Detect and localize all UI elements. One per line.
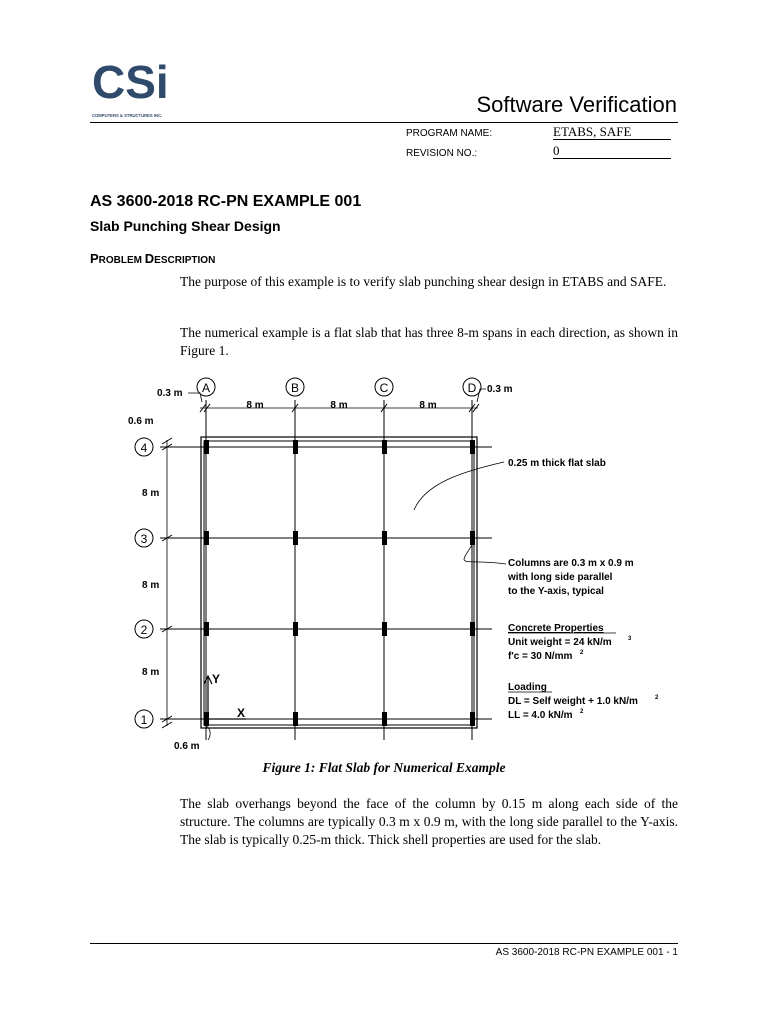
overhang-label-top: 0.6 m (128, 416, 154, 427)
footer-page-label: AS 3600-2018 RC-PN EXAMPLE 001 - 1 (495, 947, 678, 958)
column-note-line-2: with long side parallel (508, 572, 613, 583)
concrete-heading: Concrete Properties (508, 623, 604, 634)
span-label-43: 8 m (142, 488, 160, 499)
grid-label-a: A (201, 381, 211, 395)
x-axis-label: X (237, 706, 246, 720)
loading-dl-exp: 2 (655, 695, 659, 701)
section-heading-smallcaps: ROBLEM (98, 255, 145, 266)
column (204, 440, 209, 454)
edge-label-left: 0.3 m (157, 388, 183, 399)
loading-ll: LL = 4.0 kN/m (508, 710, 573, 721)
grid-label-4: 4 (140, 441, 148, 455)
column (293, 622, 298, 636)
columns (204, 440, 475, 726)
revision-value: 0 (553, 143, 671, 159)
column (470, 712, 475, 726)
concrete-fc-exp: 2 (580, 650, 584, 656)
paragraph-numerical-example: The numerical example is a flat slab that has three 8-m spans in each direction, as shown in Figure 1. (180, 325, 678, 358)
section-heading-initial-2: D (144, 251, 155, 266)
paragraph-purpose: The purpose of this example is to verify slab punching shear design in ETABS and SAFE. (180, 274, 667, 289)
concrete-fc: f'c = 30 N/mm (508, 651, 573, 662)
revision-label: REVISION NO.: (406, 148, 478, 159)
y-axis-label: Y (212, 672, 221, 686)
concrete-unit-weight: Unit weight = 24 kN/m (508, 637, 612, 648)
column-note-line-1: Columns are 0.3 m x 0.9 m (508, 558, 634, 569)
paragraph-overhang: The slab overhangs beyond the face of the column by 0.15 m along each side of the structure. The columns are typically 0.3 m x 0.9 m, with the long side parallel to the Y-axis. The slab is typically 0.25-m thick. Thick shell properties are used for the slab. (180, 796, 678, 847)
column (204, 622, 209, 636)
header-title: Software Verification (476, 92, 677, 117)
column (382, 622, 387, 636)
logo-tagline: COMPUTERS & STRUCTURES INC. (92, 113, 163, 118)
document-subtitle: Slab Punching Shear Design (90, 218, 281, 234)
program-name-label: PROGRAM NAME: (406, 128, 493, 139)
column-note-line-3: to the Y-axis, typical (508, 586, 604, 597)
column (382, 712, 387, 726)
edge-leader-left (188, 393, 202, 402)
column-note-leader (464, 542, 506, 564)
grid-label-c: C (379, 381, 389, 395)
program-name-value: ETABS, SAFE (553, 124, 671, 140)
span-label-32: 8 m (142, 580, 160, 591)
loading-heading: Loading (508, 682, 547, 693)
column (204, 531, 209, 545)
header-rule (90, 122, 678, 123)
slab-note-leader (414, 462, 504, 510)
span-label-bc: 8 m (330, 400, 348, 411)
column (293, 712, 298, 726)
span-label-ab: 8 m (246, 400, 264, 411)
footer-rule (90, 943, 678, 944)
logo-text: CSi (92, 56, 169, 108)
span-label-21: 8 m (142, 667, 160, 678)
slab-outline-inner (204, 441, 474, 725)
grid-label-1: 1 (140, 713, 148, 727)
section-heading (90, 251, 215, 266)
column (470, 440, 475, 454)
concrete-unit-weight-exp: 3 (628, 636, 632, 642)
slab-note: 0.25 m thick flat slab (508, 458, 606, 469)
column (382, 440, 387, 454)
flat-slab-figure (120, 372, 680, 762)
section-heading-initial: P (90, 251, 99, 266)
column (382, 531, 387, 545)
column (470, 531, 475, 545)
slab-outline-outer (201, 437, 477, 728)
grid-label-b: B (290, 381, 300, 395)
loading-dl: DL = Self weight + 1.0 kN/m (508, 696, 638, 707)
figure-caption: Figure 1: Flat Slab for Numerical Example (262, 760, 506, 775)
column (470, 622, 475, 636)
overhang-label-bottom: 0.6 m (174, 741, 200, 752)
edge-label-right: 0.3 m (487, 384, 513, 395)
span-label-cd: 8 m (419, 400, 437, 411)
grid-label-2: 2 (140, 623, 148, 637)
grid-label-d: D (467, 381, 477, 395)
column (293, 440, 298, 454)
grid-label-3: 3 (140, 532, 148, 546)
section-heading-smallcaps-2: ESCRIPTION (154, 255, 216, 266)
csi-logo (92, 56, 182, 120)
document-title: AS 3600-2018 RC-PN EXAMPLE 001 (90, 193, 362, 210)
column (293, 531, 298, 545)
loading-ll-exp: 2 (580, 709, 584, 715)
